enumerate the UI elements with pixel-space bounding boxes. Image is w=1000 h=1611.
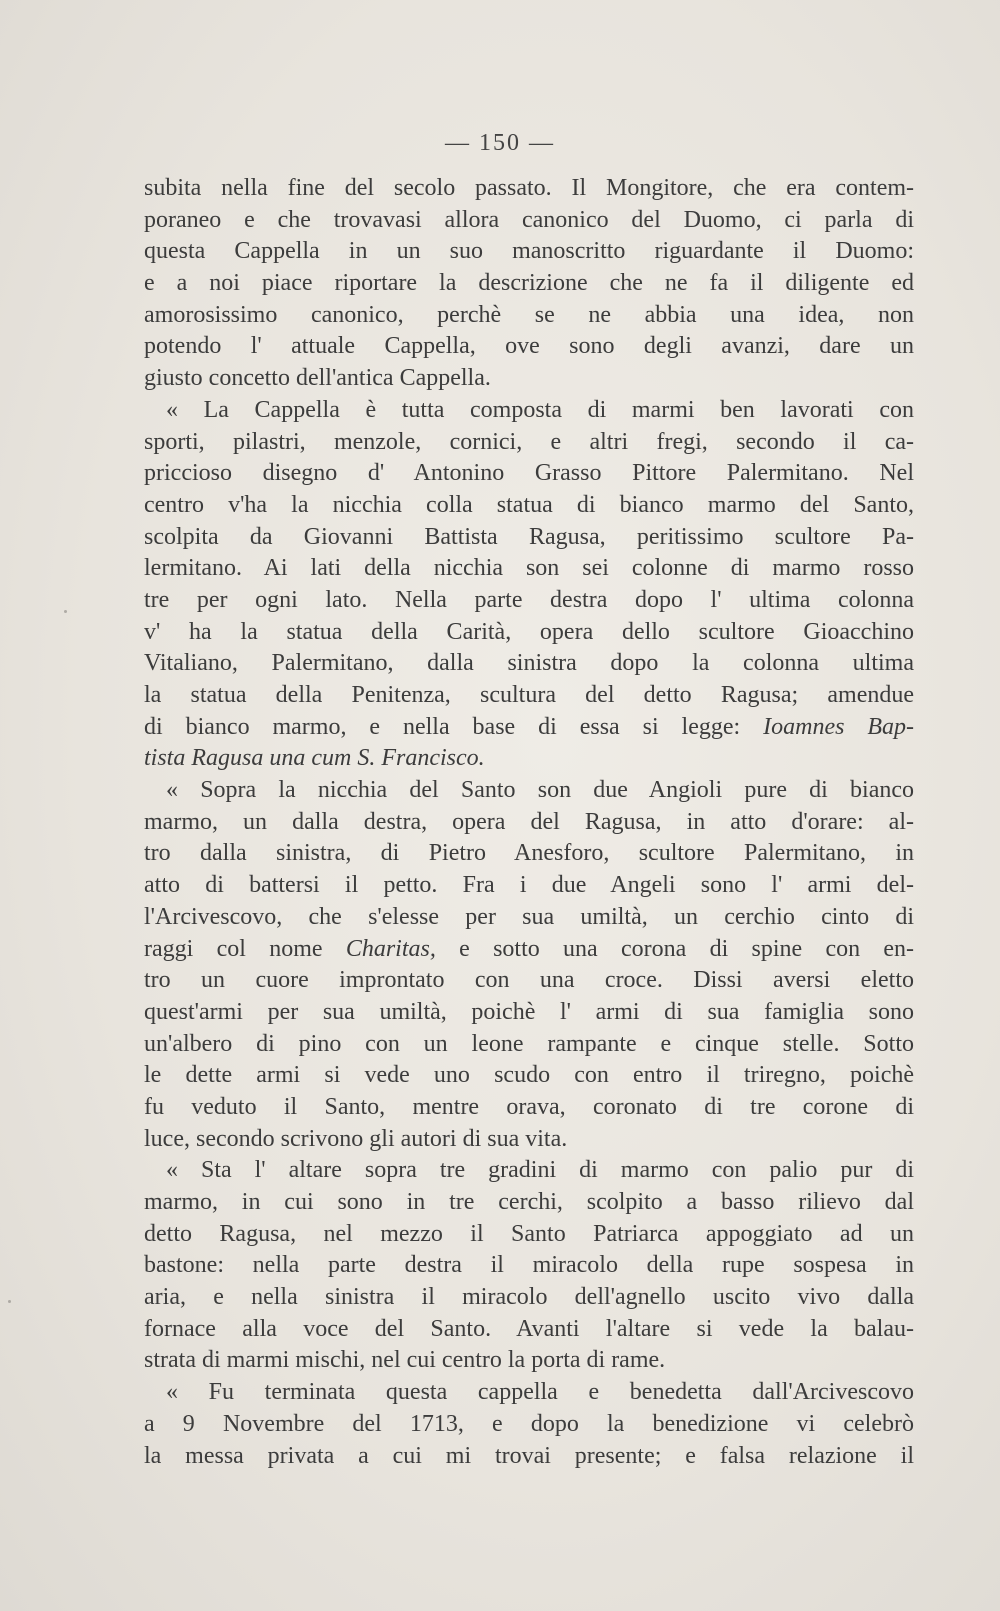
text-line-content: lermitano. Ai lati della nicchia son sei colonne di marmo rosso: [144, 555, 914, 582]
text-line-content: scolpita da Giovanni Battista Ragusa, peritissimo scultore Pa-: [144, 523, 914, 550]
text-line-content: « Fu terminata questa cappella e benedetta dall'Arcivescovo: [166, 1379, 914, 1406]
text-line: [144, 205, 914, 237]
text-line: [144, 553, 914, 585]
text-line: [144, 902, 914, 934]
text-line-content: centro v'ha la nicchia colla statua di bianco marmo del Santo,: [144, 491, 914, 518]
text-line-content: poraneo e che trovavasi allora canonico del Duomo, ci parla di: [144, 206, 914, 233]
text-line: [144, 1155, 914, 1187]
text-line-content: un'albero di pino con un leone rampante e cinque stelle. Sotto: [144, 1030, 914, 1057]
text-line: [144, 1219, 914, 1251]
text-line: [144, 1314, 914, 1346]
text-line-content: subita nella fine del secolo passato. Il Mongitore, che era contem-: [144, 175, 914, 201]
italic-text: Ioamnes Bap-: [763, 713, 915, 740]
italic-text: tista Ragusa una cum S. Francisco.: [144, 745, 485, 772]
text-line: [144, 965, 914, 997]
text-line: [144, 680, 914, 712]
text-line: [144, 934, 914, 966]
text-line-content: la statua della Penitenza, scultura del detto Ragusa; amendue: [144, 682, 914, 708]
text-line: [144, 300, 914, 332]
text-line-content: v' ha la statua della Carità, opera dello scultore Gioacchino: [144, 618, 914, 645]
text-line: [144, 617, 914, 649]
text-line-content: marmo, un dalla destra, opera del Ragusa, in atto d'orare: al-: [144, 808, 914, 835]
text-line: [144, 712, 914, 744]
text-line-content: « Sta l' altare sopra tre gradini di marmo con palio pur di: [166, 1157, 914, 1184]
text-line-content: l'Arcivescovo, che s'elesse per sua umiltà, un cerchio cinto di: [144, 903, 914, 930]
text-line-content: « La Cappella è tutta composta di marmi ben lavorati con: [166, 396, 914, 423]
text-line-content: « Sopra la nicchia del Santo son due Angioli pure di bianco: [166, 777, 914, 804]
text-line: [144, 458, 914, 490]
text-line: [144, 1345, 914, 1377]
text-line: [144, 490, 914, 522]
text-line: [144, 1377, 914, 1409]
text-line: [144, 1124, 914, 1156]
text-line: [144, 236, 914, 268]
paper-speck: [8, 1300, 11, 1303]
paper-speck: [64, 610, 67, 613]
text-line-content: giusto concetto dell'antica Cappella.: [144, 365, 491, 392]
text-line: [144, 997, 914, 1029]
text-line: [144, 1250, 914, 1282]
text-line: [144, 331, 914, 363]
text-line-content: a 9 Novembre del 1713, e dopo la benedizione vi celebrò: [144, 1410, 914, 1437]
text-line-content: le dette armi si vede uno scudo con entro il triregno, poichè: [144, 1062, 914, 1089]
text-line-content: questa Cappella in un suo manoscritto riguardante il Duomo:: [144, 238, 914, 265]
text-line: [144, 173, 914, 205]
text-line-content: fu veduto il Santo, mentre orava, coronato di tre corone di: [144, 1093, 914, 1120]
text-line: [144, 427, 914, 459]
text-line: [144, 775, 914, 807]
text-line-content: aria, e nella sinistra il miracolo dell'agnello uscito vivo dalla: [144, 1284, 914, 1311]
text-line: [144, 743, 914, 775]
text-line-content: Vitaliano, Palermitano, dalla sinistra dopo la colonna ultima: [144, 650, 914, 677]
text-line: [144, 522, 914, 554]
text-line-content: quest'armi per sua umiltà, poichè l' armi di sua famiglia sono: [144, 998, 914, 1025]
text-line: [144, 1409, 914, 1441]
text-line-content: e sotto una corona di spine con en-: [459, 935, 915, 962]
text-line-content: strata di marmi mischi, nel cui centro la porta di rame.: [144, 1347, 666, 1374]
text-line: [144, 363, 914, 395]
text-line: [144, 395, 914, 427]
text-line-content: e a noi piace riportare la descrizione che ne fa il diligente ed: [144, 270, 914, 297]
text-line-content: detto Ragusa, nel mezzo il Santo Patriarca appoggiato ad un: [144, 1220, 914, 1247]
text-line-content: amorosissimo canonico, perchè se ne abbia una idea, non: [144, 301, 914, 328]
text-line: [144, 1282, 914, 1314]
text-line: [144, 268, 914, 300]
text-line-content: di bianco marmo, e nella base di essa si legge:: [144, 713, 741, 740]
text-line: [144, 1092, 914, 1124]
text-line-content: luce, secondo scrivono gli autori di sua vita.: [144, 1125, 568, 1152]
text-line: [144, 585, 914, 617]
text-line: [144, 870, 914, 902]
text-line: [144, 1187, 914, 1219]
text-line-content: bastone: nella parte destra il miracolo della rupe sospesa in: [144, 1252, 914, 1279]
text-line-content: tro un cuore improntato con una croce. Dissi aversi eletto: [144, 967, 914, 994]
text-line: [144, 838, 914, 870]
text-line-content: tro dalla sinistra, di Pietro Anesforo, scultore Palermitano, in: [144, 840, 914, 867]
text-line-content: raggi col nome: [144, 935, 323, 962]
text-line-content: marmo, in cui sono in tre cerchi, scolpito a basso rilievo dal: [144, 1189, 914, 1215]
body-text: [144, 173, 914, 1472]
text-line: [144, 1441, 914, 1473]
text-line-content: fornace alla voce del Santo. Avanti l'altare si vede la balau-: [144, 1315, 914, 1342]
text-line-content: atto di battersi il petto. Fra i due Angeli sono l' armi del-: [144, 872, 914, 899]
italic-text: Charitas,: [345, 935, 436, 962]
text-line: [144, 1029, 914, 1061]
text-line: [144, 648, 914, 680]
page-number: — 150 —: [445, 130, 555, 156]
text-line-content: potendo l' attuale Cappella, ove sono degli avanzi, dare un: [144, 333, 914, 360]
text-line: [144, 1060, 914, 1092]
text-line-content: tre per ogni lato. Nella parte destra dopo l' ultima colonna: [144, 586, 914, 613]
text-line-content: priccioso disegno d' Antonino Grasso Pittore Palermitano. Nel: [144, 460, 914, 487]
text-line-content: la messa privata a cui mi trovai presente; e falsa relazione il: [144, 1442, 914, 1469]
text-line: [144, 807, 914, 839]
text-line-content: sporti, pilastri, menzole, cornici, e altri fregi, secondo il ca-: [144, 428, 914, 455]
